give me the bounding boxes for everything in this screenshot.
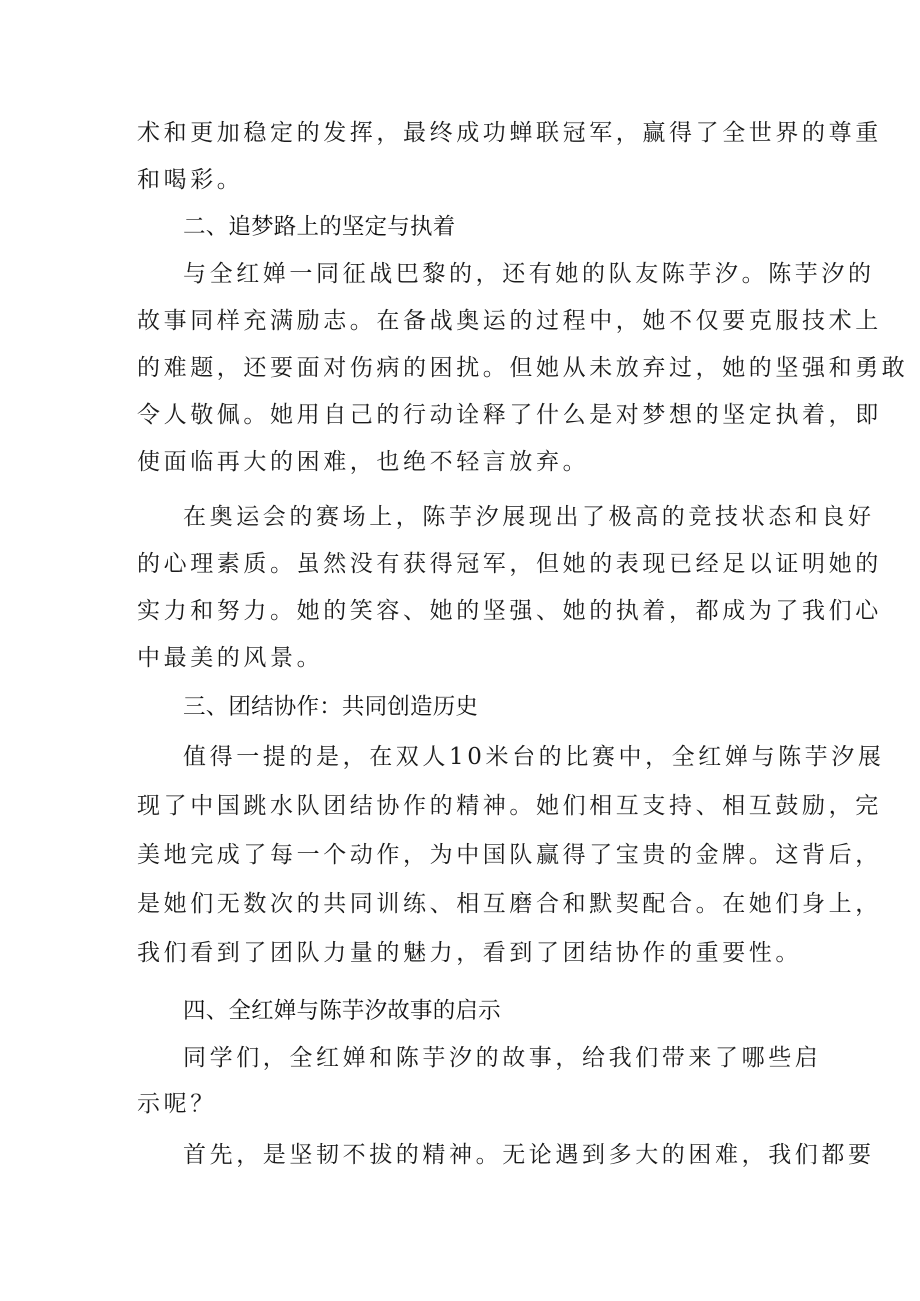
text-line: 美地完成了每一个动作，为中国队赢得了宝贵的金牌。这背后， [137, 842, 882, 868]
text-line: 实力和努力。她的笑容、她的坚强、她的执着，都成为了我们心 [137, 598, 882, 624]
text-line: 和喝彩。 [137, 167, 244, 193]
text-line: 我们看到了团队力量的魅力，看到了团结协作的重要性。 [137, 940, 802, 966]
text-line: 值得一提的是，在双人10米台的比赛中，全红婵与陈芋汐展 [183, 744, 885, 770]
text-line: 是她们无数次的共同训练、相互磨合和默契配合。在她们身上， [137, 891, 882, 917]
text-line: 与全红婵一同征战巴黎的，还有她的队友陈芋汐。陈芋汐的 [183, 261, 875, 287]
text-line: 故事同样充满励志。在备战奥运的过程中，她不仅要克服技术上 [137, 308, 882, 334]
text-line: 示呢？ [137, 1091, 217, 1117]
text-line: 在奥运会的赛场上，陈芋汐展现出了极高的竞技状态和良好 [183, 504, 875, 530]
text-line: 术和更加稳定的发挥，最终成功蝉联冠军，赢得了全世界的尊重 [137, 120, 882, 146]
text-line: 的心理素质。虽然没有获得冠军，但她的表现已经足以证明她的 [137, 551, 882, 577]
text-line: 首先，是坚韧不拔的精神。无论遇到多大的困难，我们都要 [183, 1142, 875, 1168]
text-line: 使面临再大的困难，也绝不轻言放弃。 [137, 449, 590, 475]
section-heading-2: 二、追梦路上的坚定与执着 [183, 214, 456, 240]
section-heading-3: 三、团结协作：共同创造历史 [183, 694, 479, 720]
text-line: 现了中国跳水队团结协作的精神。她们相互支持、相互鼓励，完 [137, 793, 882, 819]
section-heading-4: 四、全红婵与陈芋汐故事的启示 [183, 998, 501, 1024]
text-line: 中最美的风景。 [137, 645, 324, 671]
text-line: 令人敬佩。她用自己的行动诠释了什么是对梦想的坚定执着，即 [137, 402, 882, 428]
text-line: 的难题，还要面对伤病的困扰。但她从未放弃过，她的坚强和勇敢 [137, 355, 909, 381]
text-line: 同学们，全红婵和陈芋汐的故事，给我们带来了哪些启 [183, 1045, 822, 1071]
